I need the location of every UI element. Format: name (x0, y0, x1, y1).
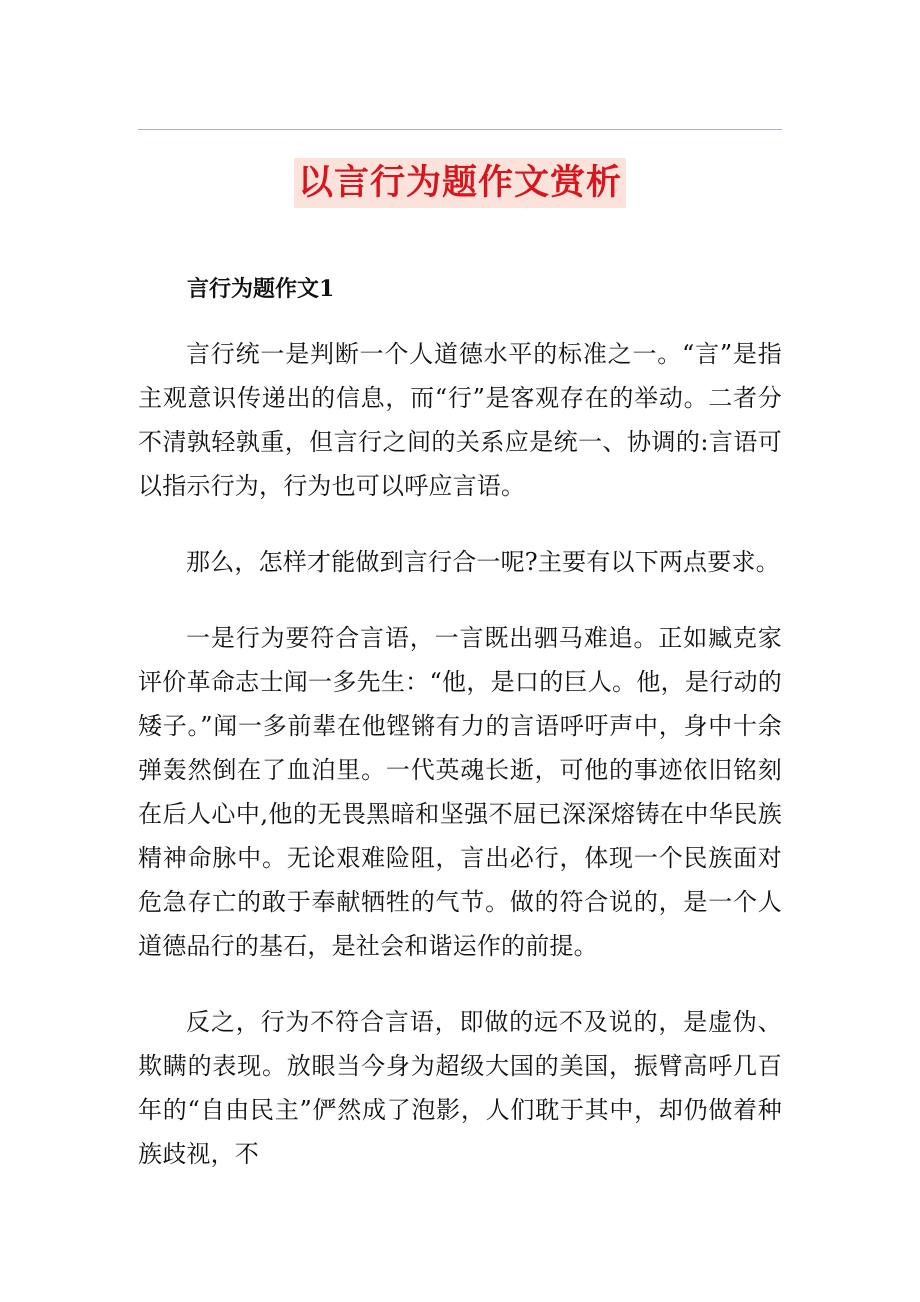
title-container (0, 158, 920, 208)
document-title: 以言行为题作文赏析 (294, 158, 626, 208)
section-heading: 言行为题作文1 (187, 276, 335, 302)
header-rule (138, 129, 782, 130)
body-content (138, 332, 782, 1208)
paragraph-3: 一是行为要符合言语，一言既出驷马难追。正如臧克家评价革命志士闻一多先生：“他，是口的巨人。他，是行动的矮子。”闻一多前辈在他铿锵有力的言语呼吁声中，身中十余弹轰然倒在了血泊里。一代英魂长逝，可他的事迹依旧铭刻在后人心中,他的无畏黑暗和坚强不屈已深深熔铸在中华民族精神命脉中。无论艰难险阻，言出必行，体现一个民族面对危急存亡的敢于奉献牺牲的气节。做的符合说的，是一个人道德品行的基石，是社会和谐运作的前提。 (138, 624, 782, 960)
paragraph-2: 那么，怎样才能做到言行合一呢?主要有以下两点要求。 (186, 548, 780, 576)
paragraph-4: 反之，行为不符合言语，即做的远不及说的，是虚伪、欺瞒的表现。放眼当今身为超级大国的美国，振臂高呼几百年的“自由民主”俨然成了泡影，人们耽于其中，却仍做着种族歧视，不 (138, 1008, 782, 1168)
paragraph-1: 言行统一是判断一个人道德水平的标准之一。“言”是指主观意识传递出的信息，而“行”是客观存在的举动。二者分不清孰轻孰重，但言行之间的关系应是统一、协调的:言语可以指示行为，行为也可以呼应言语。 (138, 340, 782, 500)
